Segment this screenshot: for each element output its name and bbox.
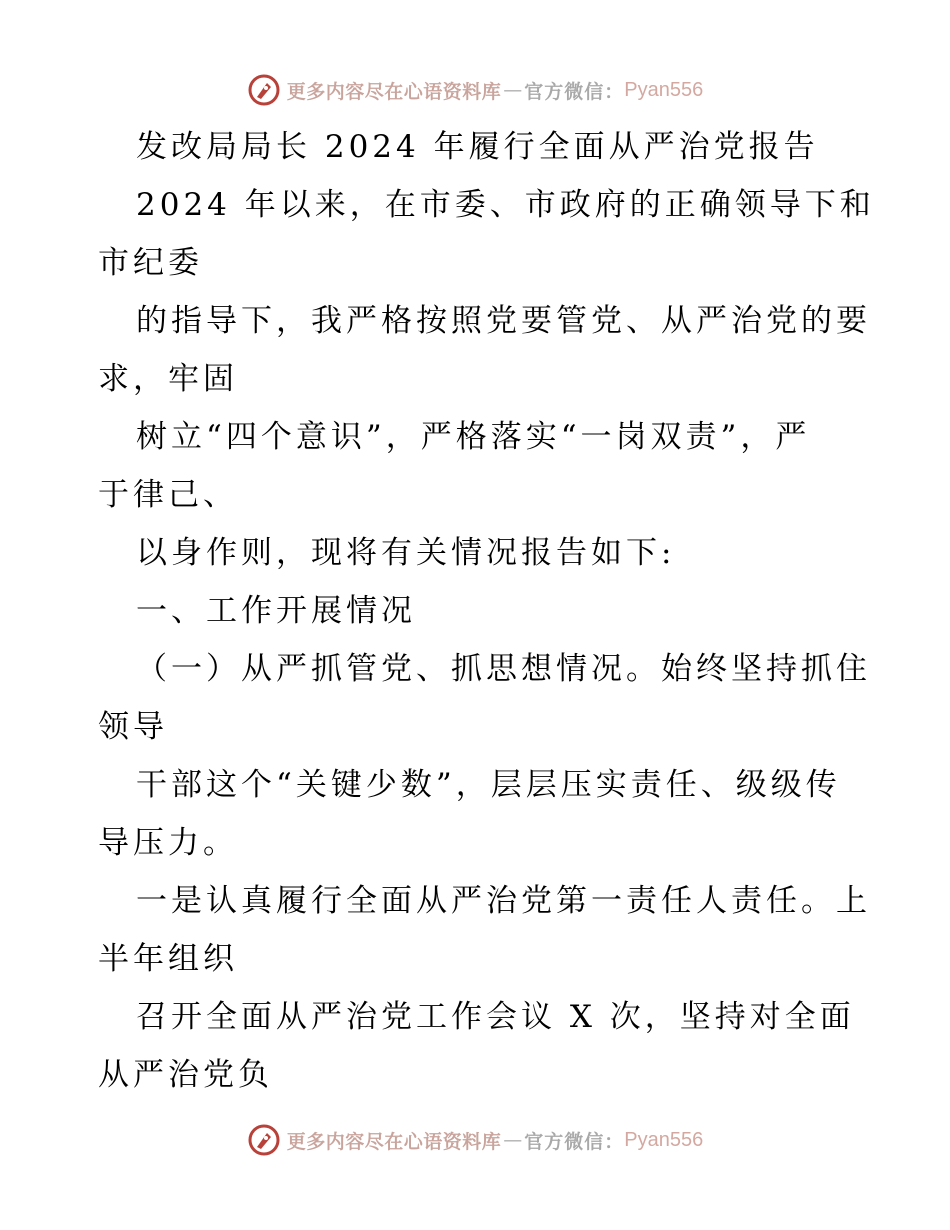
document-body [98, 118, 875, 1104]
doc-line: 的指导下，我严格按照党要管党、从严治党的要 [136, 303, 871, 339]
doc-line: 一是认真履行全面从严治党第一责任人责任。上 [136, 883, 871, 919]
banner-wechat-label: 官方微信： [524, 1130, 625, 1153]
banner-wechat-id: Pyan556 [624, 78, 704, 101]
doc-line: 导压力。 [98, 825, 238, 861]
section-heading: 一、工作开展情况 [136, 593, 416, 629]
header-banner [0, 70, 950, 110]
pen-nib-logo-icon [247, 73, 281, 107]
doc-line: 树立“四个意识”，严格落实“一岗双责”，严 [136, 419, 811, 455]
doc-line: 干部这个“关键少数”，层层压实责任、级级传 [136, 767, 841, 803]
doc-line: 领导 [98, 709, 168, 745]
banner-wechat-id: Pyan556 [624, 1128, 704, 1151]
doc-line: 2024 年以来，在市委、市政府的正确领导下和 [136, 187, 875, 223]
doc-line: 半年组织 [98, 941, 238, 977]
doc-line: 求，牢固 [98, 361, 238, 397]
doc-title: 发改局局长 2024 年履行全面从严治党报告 [136, 129, 819, 165]
banner-text: 更多内容尽在心语资料库 [286, 1130, 502, 1153]
pen-nib-logo-icon [247, 1123, 281, 1157]
footer-banner [0, 1120, 950, 1160]
subsection-heading: （一）从严抓管党、抓思想情况。始终坚持抓住 [136, 651, 871, 687]
doc-line: 从严治党负 [98, 1057, 273, 1093]
doc-line: 以身作则，现将有关情况报告如下: [136, 535, 676, 571]
banner-separator: — [503, 79, 523, 101]
doc-line: 召开全面从严治党工作会议 X 次，坚持对全面 [136, 999, 855, 1035]
doc-line: 市纪委 [98, 245, 203, 281]
banner-separator: — [503, 1129, 523, 1151]
banner-wechat-label: 官方微信： [524, 80, 625, 103]
doc-line: 于律己、 [98, 477, 238, 513]
banner-text: 更多内容尽在心语资料库 [286, 80, 502, 103]
